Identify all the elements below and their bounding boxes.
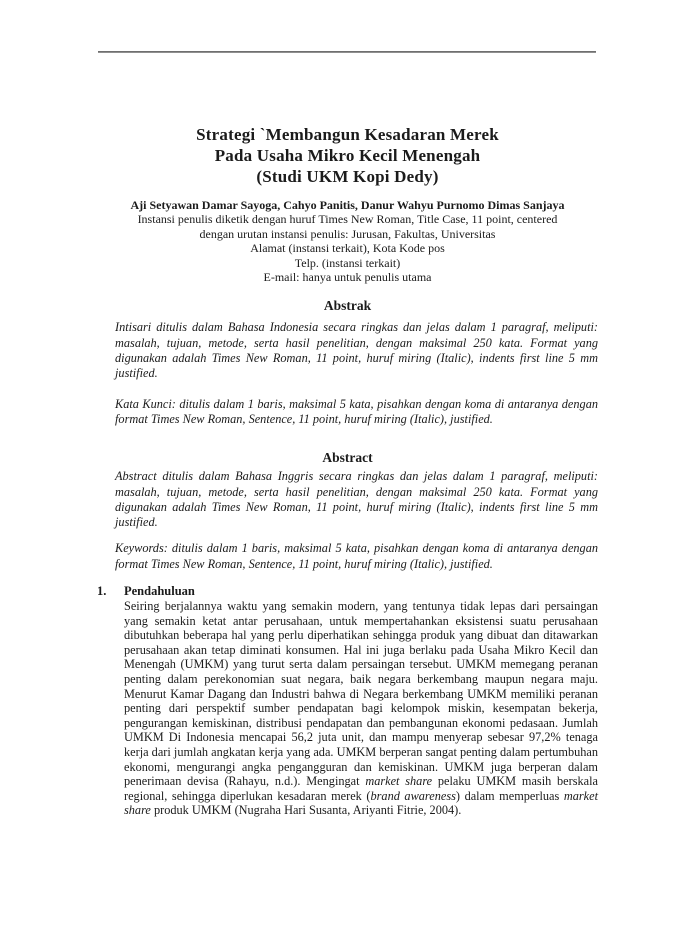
abstract-keywords: Keywords: ditulis dalam 1 baris, maksimal 5 kata, pisahkan dengan koma di antaranya dengan format Times New Roman, Sentence, 11 point, huruf miring (Italic), justified.: [115, 541, 598, 571]
abstract-heading: Abstract: [322, 450, 373, 466]
affiliation-line-4: Telp. (instansi terkait): [294, 255, 401, 270]
header-rule: [98, 51, 596, 53]
section-heading: [97, 584, 598, 599]
abstrak-keywords: Kata Kunci: ditulis dalam 1 baris, maksimal 5 kata, pisahkan dengan koma di antaranya dengan format Times New Roman, Sentence, 11 point, huruf miring (Italic), justified.: [115, 396, 598, 426]
affiliation-block: [97, 212, 598, 284]
paper-title-line-2: Pada Usaha Mikro Kecil Menengah: [214, 146, 481, 165]
section-title: Pendahuluan: [124, 584, 195, 598]
abstract-body: Abstract ditulis dalam Bahasa Inggris secara ringkas dan jelas dalam 1 paragraf, meliputi: masalah, tujuan, metode, serta hasil penelitian, dengan maksimal 250 kata. Format yang digunakan adalah Times New Roman, 11 point, huruf miring (Italic), indents first line 5 mm justified.: [115, 469, 598, 530]
section-number: 1.: [97, 584, 107, 598]
abstrak-body: Intisari ditulis dalam Bahasa Indonesia secara ringkas dan jelas dalam 1 paragraf, meliputi: masalah, tujuan, metode, serta hasil penelitian, dengan maksimal 250 kata. Format yang digunakan adalah Times New Roman, 11 point, huruf miring (Italic), indents first line 5 mm justified.: [115, 320, 598, 381]
affiliation-line-3: Alamat (instansi terkait), Kota Kode pos: [250, 241, 445, 256]
abstrak-heading: Abstrak: [323, 298, 372, 314]
paper-title-line-1: Strategi `Membangun Kesadaran Merek: [196, 125, 499, 144]
section-pendahuluan: [97, 584, 598, 818]
affiliation-line-1: Instansi penulis diketik dengan huruf Times New Roman, Title Case, 11 point, centered: [137, 212, 558, 227]
paper-title-line-3: (Studi UKM Kopi Dedy): [256, 167, 439, 186]
paper-title: [97, 124, 598, 187]
affiliation-line-2: dengan urutan instansi penulis: Jurusan, Fakultas, Universitas: [199, 226, 496, 241]
section-paragraph: Seiring berjalannya waktu yang semakin modern, yang tentunya tidak lepas dari persaingan yang semakin ketat antar perusahaan, untuk mempertahankan eksistensi suatu perusahaan dibutuhkan beberapa hal yang perlu diperhatikan sehingga produk yang dibuat dan ditawarkan perusahaan akan tetap diminati konsumen. Hal ini juga berlaku pada Usaha Mikro Kecil dan Menengah (UMKM) yang turut serta dalam persaingan tersebut. UMKM memegang peranan penting dalam perekonomian suat negara, baik negara berkembang maupun negara maju. Menurut Kamar Dagang dan Industri bahwa di Negara berkembang UMKM memiliki peranan penting dari perspektif sumber pendapatan bagi kelompok miskin, kesempatan bekerja, pengurangan kemiskinan, distribusi pendapatan dan pembangunan ekonomi pedasaan. Jumlah UMKM Di Indonesia mencapai 56,2 juta unit, dan mampu menyerap sebesar 97,2% tenaga kerja dari jumlah angkatan kerja yang ada. UMKM berperan sangat penting dalam pertumbuhan ekonomi, mengurangi angka pengangguran dan kemiskinan. UMKM juga berperan dalam penerimaan devisa (Rahayu, n.d.). Mengingat market share pelaku UMKM masih berskala regional, sehingga diperlukan kesadaran merek (brand awareness) dalam memperluas market share produk UMKM (Nugraha Hari Susanta, Ariyanti Fitrie, 2004).: [124, 599, 599, 818]
authors-line: Aji Setyawan Damar Sayoga, Cahyo Panitis, Danur Wahyu Purnomo Dimas Sanjaya: [130, 198, 565, 212]
affiliation-line-5: E-mail: hanya untuk penulis utama: [263, 270, 432, 285]
